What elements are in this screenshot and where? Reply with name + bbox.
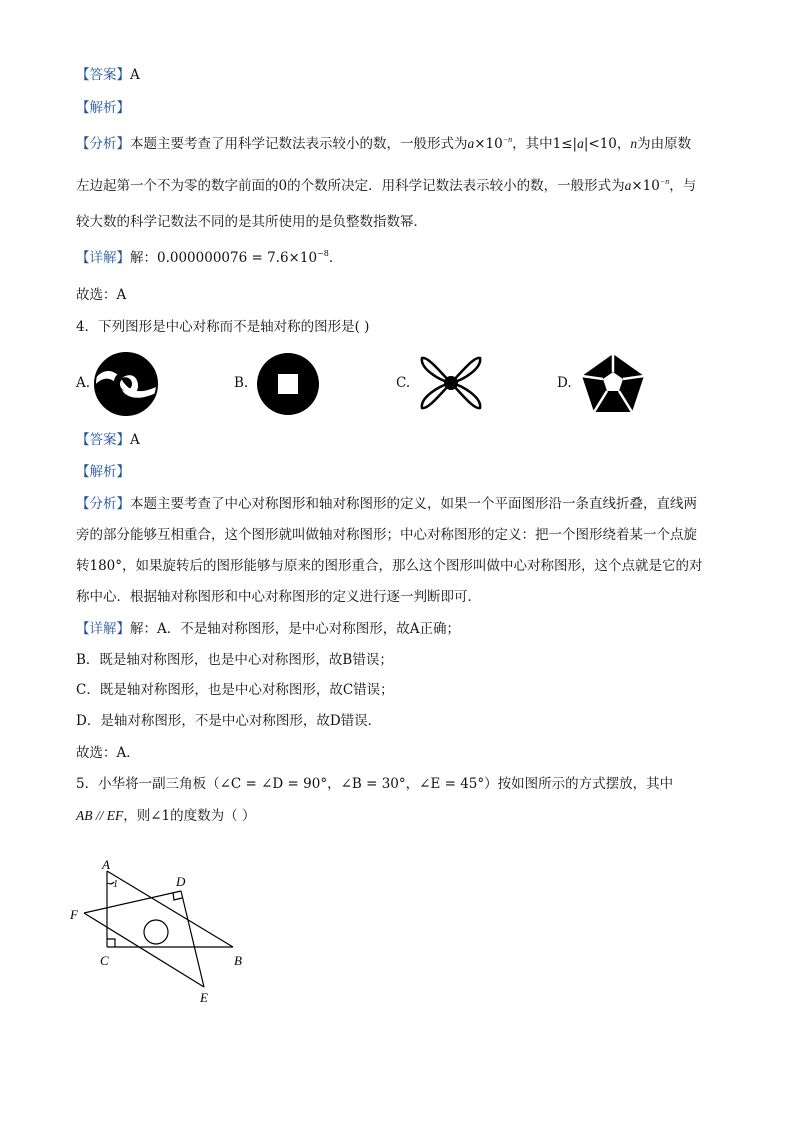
option-d-figure — [580, 352, 646, 414]
q3-fenxi-line-1 — [76, 134, 691, 154]
label-angle-1: 1 — [113, 879, 118, 890]
option-c-figure — [418, 352, 484, 414]
q5-question-line-1 — [76, 774, 673, 794]
hole-circle — [144, 920, 168, 944]
label-c: C — [100, 953, 109, 968]
right-angle-c — [107, 939, 115, 947]
label-a: A — [102, 857, 110, 872]
formula-a: a — [624, 178, 632, 193]
detail-text: 解： — [130, 250, 157, 266]
fenxi-text: 转180°，如果旋转后的图形能够与原来的图形重合，那么这个图形叫做中心对称图形，这个点就是它的对 — [76, 558, 703, 574]
option-a-label: A. — [76, 375, 91, 391]
choose-text: 故选：A — [76, 287, 127, 303]
q3-detail-line — [76, 248, 342, 268]
q4-fenxi-line-1 — [76, 494, 697, 514]
q3-answer-line — [76, 65, 140, 85]
fenxi-text: 左边起第一个不为零的数字前面的 — [76, 178, 279, 194]
fenxi-text: 本题主要考查了用科学记数法表示较小的数，一般形式为 — [130, 136, 468, 152]
segment-ab — [107, 871, 233, 947]
option-c-center — [444, 376, 458, 390]
detail-exponent: −8 — [317, 249, 329, 258]
answer-tag: 【答案】 — [76, 67, 130, 83]
choose-text: 故选：A． — [76, 745, 140, 761]
formula-exponent: −n — [502, 135, 513, 144]
q4-fenxi-line-2 — [76, 525, 697, 545]
formula-base: ×10 — [631, 178, 660, 194]
q4-question — [76, 317, 369, 337]
q5-question-line-2 — [76, 806, 255, 826]
detail-equation: 0.000000076 = 7.6×10 — [157, 250, 318, 266]
analysis-tag: 【解析】 — [76, 100, 130, 116]
option-c-label: C. — [396, 375, 411, 391]
q3-fenxi-line-3 — [76, 212, 427, 232]
detail-text: C．既是轴对称图形，也是中心对称图形，故C错误； — [76, 682, 394, 698]
condition: 1≤| — [552, 136, 578, 152]
fenxi-text: ，与 — [669, 178, 697, 194]
label-b: B — [234, 953, 242, 968]
detail-text: B．既是轴对称图形，也是中心对称图形，故B错误； — [76, 652, 393, 668]
answer-value: A — [130, 67, 140, 83]
condition-a: a — [577, 136, 584, 151]
q4-answer-line — [76, 430, 140, 450]
option-d-label: D. — [557, 375, 572, 391]
fenxi-text: 旁的部分能够互相重合，这个图形就叫做轴对称图形；中心对称图形的定义：把一个图形绕着某一个点旋 — [76, 527, 697, 543]
option-b-label: B. — [234, 375, 249, 391]
fenxi-tag: 【分析】 — [76, 136, 130, 152]
option-b-square-hole — [278, 374, 298, 394]
fenxi-text: ，其中 — [512, 136, 553, 152]
question-text: 4．下列图形是中心对称而不是轴对称的图形是( ) — [76, 319, 370, 335]
segment-fe — [84, 913, 204, 987]
detail-tag: 【详解】 — [76, 621, 130, 637]
q4-detail-line-4 — [76, 711, 381, 731]
fenxi-text: 为由原数 — [637, 136, 692, 152]
fenxi-text: 的个数所决定．用科学记数法表示较小的数，一般形式为 — [287, 178, 625, 194]
analysis-tag: 【解析】 — [76, 464, 130, 480]
fenxi-text: 较大数的科学记数法不同的是其所使用的是负整数指数幂． — [76, 214, 427, 230]
option-a-figure — [94, 352, 158, 416]
question-text: 5．小华将一副三角板（∠C = ∠D = 90°，∠B = 30°，∠E = 45°）按如图所示的方式摆放，其中 — [76, 776, 674, 792]
variable-n: n — [630, 136, 638, 151]
q3-choose-line — [76, 285, 126, 305]
label-d: D — [176, 874, 186, 889]
formula-exponent: −n — [659, 177, 670, 186]
right-angle-d — [173, 893, 182, 900]
q3-analysis-heading — [76, 98, 130, 118]
formula-base: ×10 — [474, 136, 503, 152]
segment-de — [181, 891, 204, 987]
q4-detail-line-2 — [76, 650, 393, 670]
label-f: F — [70, 907, 78, 922]
option-b-figure — [256, 352, 320, 416]
q4-detail-line-3 — [76, 680, 394, 700]
formula-a: a — [467, 136, 475, 151]
fenxi-tag: 【分析】 — [76, 496, 130, 512]
zero-digit: 0 — [278, 178, 288, 194]
label-e: E — [200, 990, 208, 1005]
q4-detail-line-1 — [76, 619, 460, 639]
q4-fenxi-line-4 — [76, 587, 481, 607]
detail-text: 解：A．不是轴对称图形，是中心对称图形，故A正确； — [130, 621, 460, 637]
segment-fd — [84, 891, 181, 913]
q3-fenxi-line-2 — [76, 176, 696, 196]
q4-analysis-heading — [76, 462, 130, 482]
q4-fenxi-line-3 — [76, 556, 703, 576]
q4-choose-line — [76, 743, 140, 763]
fenxi-text: 称中心．根据轴对称图形和中心对称图形的定义进行逐一判断即可． — [76, 589, 481, 605]
fenxi-text: 本题主要考查了中心对称图形和轴对称图形的定义，如果一个平面图形沿一条直线折叠，直线两 — [130, 496, 697, 512]
detail-end: ． — [328, 250, 343, 266]
answer-value: A — [130, 432, 140, 448]
triangle-diagram — [66, 855, 256, 1015]
detail-text: D．是轴对称图形，不是中心对称图形，故D错误． — [76, 713, 382, 729]
question-text: ，则∠1的度数为（ ） — [123, 808, 256, 824]
condition-end: |<10， — [583, 136, 631, 152]
answer-tag: 【答案】 — [76, 432, 130, 448]
parallel-condition: AB // EF — [76, 808, 124, 823]
detail-tag: 【详解】 — [76, 250, 130, 266]
